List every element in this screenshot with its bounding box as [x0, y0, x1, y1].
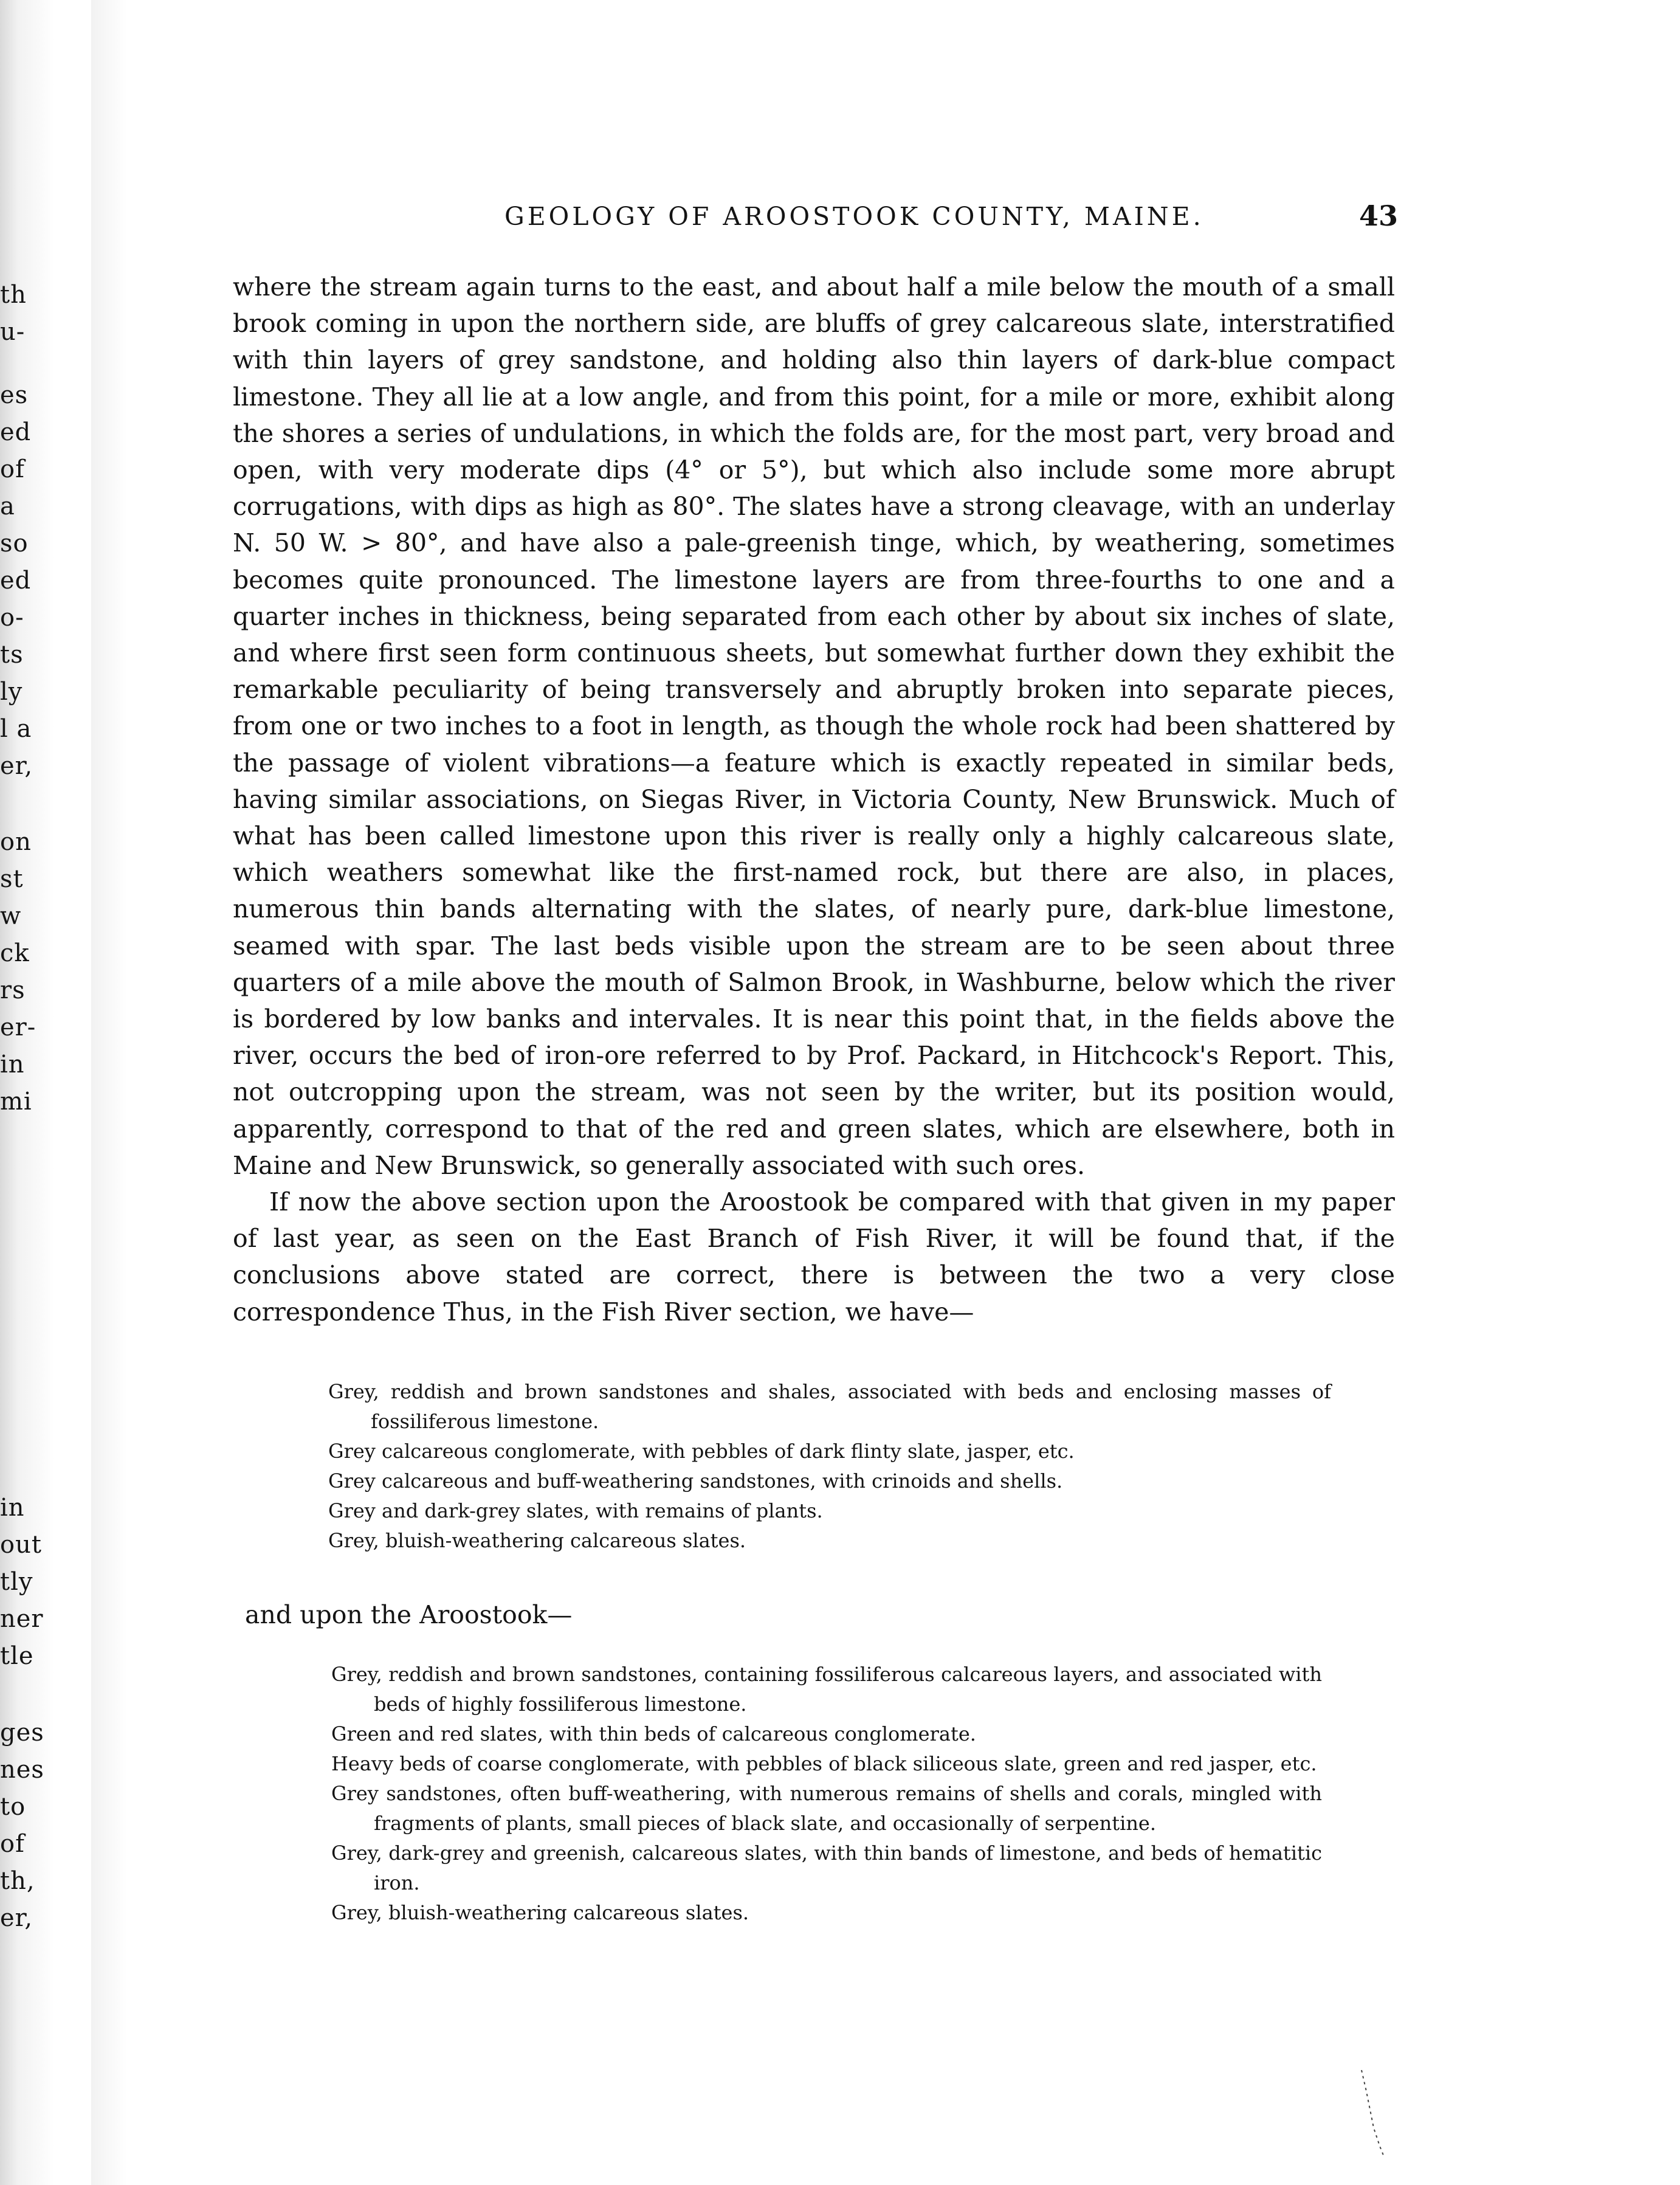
page-header: [231, 196, 1398, 232]
fragment-line: tle: [0, 1642, 34, 1670]
list-item: Green and red slates, with thin beds of calcareous conglomerate.: [331, 1722, 976, 1745]
facing-page-fragment: [0, 1714, 73, 1937]
list-item: Grey, dark-grey and greenish, calcareous slates, with thin bands of limestone, and beds of hematitic iron.: [331, 1842, 1322, 1894]
fragment-line: ner: [0, 1605, 44, 1633]
fragment-line: mi: [0, 1088, 32, 1116]
list-item: Grey, reddish and brown sandstones, containing fossiliferous calcareous layers, and associated with beds of highly fossiliferous limestone.: [331, 1663, 1322, 1716]
fragment-line: l a: [0, 715, 32, 743]
fragment-line: th,: [0, 1867, 35, 1895]
facing-page-fragment: [0, 277, 73, 351]
facing-page-fragment: [0, 377, 73, 785]
fragment-line: in: [0, 1051, 25, 1079]
list-item: Grey calcareous and buff-weathering sandstones, with crinoids and shells.: [328, 1469, 1063, 1493]
fragment-line: es: [0, 381, 29, 409]
running-head: GEOLOGY OF AROOSTOOK COUNTY, MAINE.: [504, 202, 1204, 231]
aroostook-section-list: [331, 1660, 1322, 1928]
fragment-line: tly: [0, 1568, 33, 1596]
fragment-line: ges: [0, 1719, 44, 1747]
facing-page-fragment: [0, 1489, 73, 1675]
fragment-line: rs: [0, 976, 26, 1004]
fragment-line: er-: [0, 1013, 36, 1041]
gutter-shadow: [91, 0, 128, 2185]
facing-page-fragment: [0, 824, 73, 1120]
fish-river-section-list: [328, 1377, 1331, 1556]
fragment-line: so: [0, 530, 29, 557]
list-item: Grey, reddish and brown sandstones and shales, associated with beds and enclosing masses of fossiliferous limestone.: [328, 1380, 1331, 1433]
fragment-line: ed: [0, 567, 32, 595]
fragment-line: ck: [0, 939, 30, 967]
fragment-line: u-: [0, 318, 26, 346]
scan-speck: [1355, 2067, 1392, 2158]
list-item: Heavy beds of coarse conglomerate, with pebbles of black siliceous slate, green and red jasper, etc.: [331, 1752, 1317, 1775]
fragment-line: th: [0, 281, 27, 309]
fragment-line: of: [0, 455, 25, 483]
fragment-line: of: [0, 1830, 25, 1858]
fragment-line: ly: [0, 678, 23, 706]
fragment-line: o-: [0, 604, 24, 632]
fragment-line: w: [0, 902, 22, 930]
list-item: Grey sandstones, often buff-weathering, with numerous remains of shells and corals, mingled with fragments of plants, small pieces of black slate, and occasionally of serpentine.: [331, 1782, 1322, 1835]
page-number: 43: [1358, 199, 1398, 232]
aroostook-lead-line: and upon the Aroostook—: [245, 1600, 573, 1629]
fragment-line: er,: [0, 752, 33, 780]
paragraph: where the stream again turns to the east, and about half a mile below the mouth of a small brook coming in upon the northern side, are bluffs of grey calcareous slate, interstratified with thin layers of grey sandstone, and holding also thin layers of dark-blue compact limestone. They all lie at a low angle, and from this point, for a mile or more, exhibit along the shores a series of undulations, in which the folds are, for the most part, very broad and open, with very moderate dips (4° or 5°), but which also include some more abrupt corrugations, with dips as high as 80°. The slates have a strong cleavage, with an underlay N. 50 W. > 80°, and have also a pale-greenish tinge, which, by weathering, sometimes becomes quite pronounced. The limestone layers are from three-fourths to one and a quarter inches in thickness, being separated from each other by about six inches of slate, and where first seen form continuous sheets, but somewhat further down they exhibit the remarkable peculiarity of being transversely and abruptly broken into separate pieces, from one or two inches to a foot in length, as though the whole rock had been shattered by the passage of violent vibrations—a feature which is exactly repeated in similar beds, having similar associations, on Siegas River, in Victoria County, New Brunswick. Much of what has been called limestone upon this river is really only a highly calcareous slate, which weathers somewhat like the first-named rock, but there are also, in places, numerous thin bands alternating with the slates, of nearly pure, dark-blue limestone, seamed with spar. The last beds visible upon the stream are to be seen about three quarters of a mile above the mouth of Salmon Brook, in Washburne, below which the river is bordered by low banks and intervales. It is near this point that, in the fields above the river, occurs the bed of iron-ore referred to by Prof. Packard, in Hitchcock's Report. This, not outcropping upon the stream, was not seen by the writer, but its position would, apparently, correspond to that of the red and green slates, which are elsewhere, both in Maine and New Brunswick, so generally associated with such ores.: [233, 272, 1395, 1180]
fragment-line: to: [0, 1793, 26, 1821]
list-item: Grey, bluish-weathering calcareous slates.: [331, 1901, 749, 1924]
fragment-line: ed: [0, 418, 32, 446]
fragment-line: st: [0, 865, 24, 893]
paragraph: If now the above section upon the Aroostook be compared with that given in my paper of last year, as seen on the East Branch of Fish River, it will be found that, if the conclusions above stated are correct, there is between the two a very close correspondence Thus, in the Fish River section, we have—: [233, 1187, 1395, 1327]
fragment-line: in: [0, 1494, 25, 1522]
fragment-line: er,: [0, 1904, 33, 1932]
list-item: Grey and dark-grey slates, with remains of plants.: [328, 1499, 823, 1522]
body-text: [233, 269, 1395, 1330]
fragment-line: on: [0, 828, 32, 856]
list-item: Grey, bluish-weathering calcareous slates.: [328, 1529, 746, 1552]
fragment-line: nes: [0, 1756, 44, 1784]
list-item: Grey calcareous conglomerate, with pebbles of dark flinty slate, jasper, etc.: [328, 1440, 1075, 1463]
fragment-line: ts: [0, 641, 24, 669]
fragment-line: out: [0, 1531, 42, 1559]
fragment-line: a: [0, 492, 15, 520]
